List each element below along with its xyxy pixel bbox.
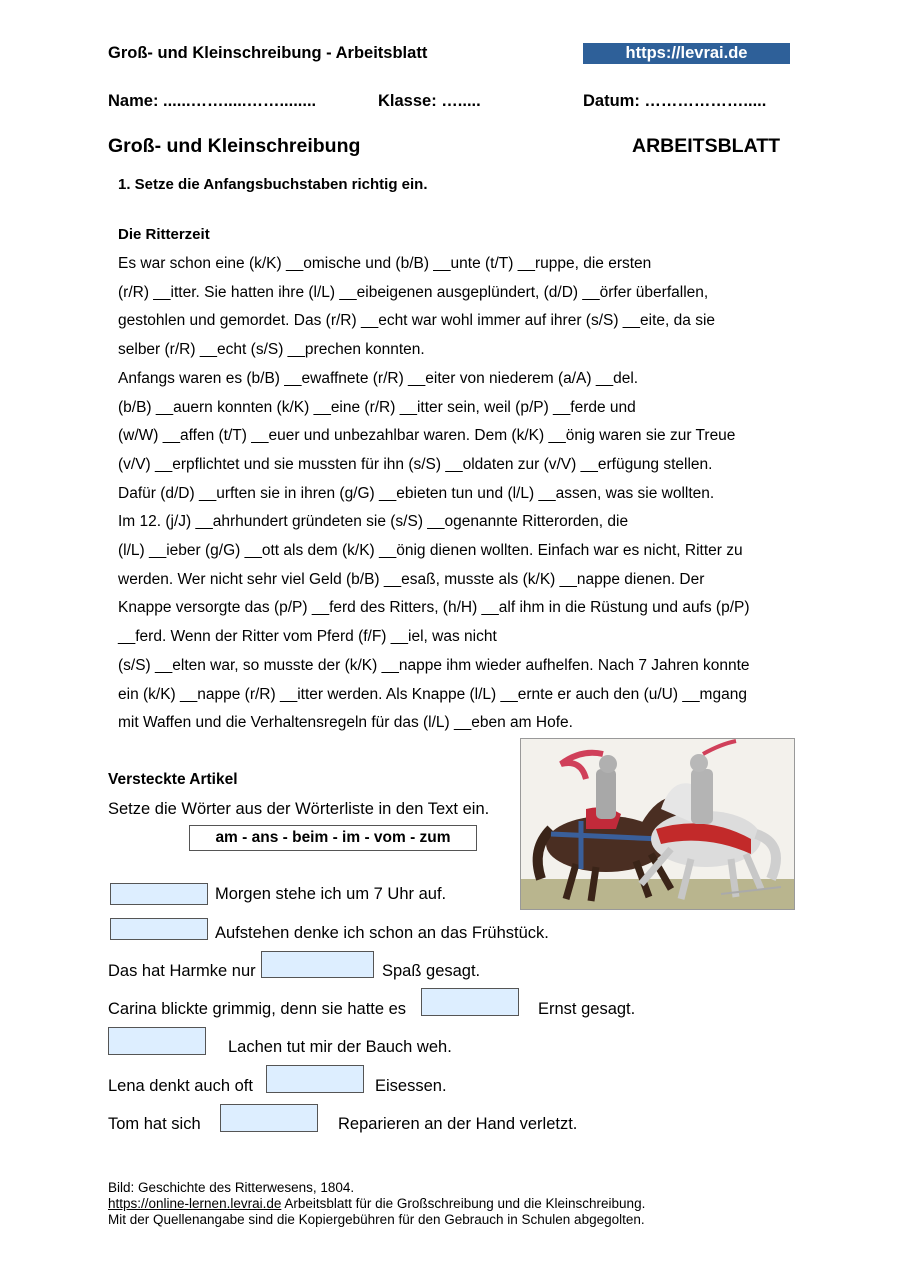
source-description: Arbeitsblatt für die Großschreibung und die Kleinschreibung. bbox=[284, 1196, 646, 1211]
sentence-4-before: Carina blickte grimmig, denn sie hatte es bbox=[108, 1000, 407, 1018]
answer-input-6[interactable] bbox=[266, 1065, 364, 1093]
date-field: Datum: ………………..... bbox=[583, 92, 767, 110]
name-field: Name: ......…….....……........ bbox=[108, 92, 317, 110]
worksheet-header-title: Groß- und Kleinschreibung - Arbeitsblatt bbox=[108, 44, 428, 62]
answer-input-5[interactable] bbox=[108, 1027, 206, 1055]
sentence-4-after: Ernst gesagt. bbox=[538, 1000, 636, 1018]
sentence-7-after: Reparieren an der Hand verletzt. bbox=[338, 1115, 578, 1133]
sentence-7-before: Tom hat sich bbox=[108, 1115, 201, 1133]
exercise1-instruction: 1. Setze die Anfangsbuchstaben richtig ein. bbox=[118, 176, 428, 193]
source-link[interactable]: https://online-lernen.levrai.de bbox=[108, 1196, 282, 1211]
text-line: Anfangs waren es (b/B) __ewaffnete (r/R) __eiter von niederem (a/A) __del. bbox=[118, 369, 639, 387]
knights-illustration bbox=[520, 738, 795, 910]
sentence-2-after: Aufstehen denke ich schon an das Frühstück. bbox=[215, 924, 549, 942]
exercise2-instruction: Setze die Wörter aus der Wörterliste in den Text ein. bbox=[108, 800, 490, 818]
exercise2-title: Versteckte Artikel bbox=[108, 771, 238, 788]
answer-input-1[interactable] bbox=[110, 883, 208, 905]
text-line: werden. Wer nicht sehr viel Geld (b/B) __esaß, musste als (k/K) __nappe dienen. Der bbox=[118, 570, 705, 588]
page-title: Groß- und Kleinschreibung bbox=[108, 135, 361, 157]
text-line: (w/W) __affen (t/T) __euer und unbezahlbar waren. Dem (k/K) __önig waren sie zur Treue bbox=[118, 427, 736, 445]
text-line: Es war schon eine (k/K) __omische und (b/B) __unte (t/T) __ruppe, die ersten bbox=[118, 255, 652, 272]
text-line: gestohlen und gemordet. Das (r/R) __echt war wohl immer auf ihrer (s/S) __eite, da sie bbox=[118, 312, 716, 330]
class-field: Klasse: …..... bbox=[378, 92, 481, 110]
text-line: ein (k/K) __nappe (r/R) __itter werden. Als Knappe (l/L) __ernte er auch den (u/U) __mgang bbox=[118, 685, 747, 703]
footer bbox=[108, 1180, 645, 1228]
answer-input-7[interactable] bbox=[220, 1104, 318, 1132]
answer-input-3[interactable] bbox=[261, 951, 374, 978]
sentence-1-after: Morgen stehe ich um 7 Uhr auf. bbox=[215, 885, 447, 903]
copyright-note: Mit der Quellenangabe sind die Kopiergebühren für den Gebrauch in Schulen abgegolten. bbox=[108, 1212, 645, 1227]
text-line: (s/S) __elten war, so musste der (k/K) __nappe ihm wieder aufhelfen. Nach 7 Jahren konnte bbox=[118, 656, 750, 674]
sentence-3-before: Das hat Harmke nur bbox=[108, 962, 256, 980]
text-line: selber (r/R) __echt (s/S) __prechen konnten. bbox=[118, 341, 425, 359]
text-line: (r/R) __itter. Sie hatten ihre (l/L) __eibeigenen ausgeplündert, (d/D) __örfer überfallen, bbox=[118, 283, 709, 301]
sentence-5-after: Lachen tut mir der Bauch weh. bbox=[228, 1038, 452, 1056]
image-credit: Bild: Geschichte des Ritterwesens, 1804. bbox=[108, 1180, 355, 1195]
word-list-box: am - ans - beim - im - vom - zum bbox=[189, 825, 477, 851]
text-line: __ferd. Wenn der Ritter vom Pferd (f/F) __iel, was nicht bbox=[118, 628, 497, 646]
sentence-6-after: Eisessen. bbox=[375, 1077, 447, 1095]
page-type-label: ARBEITSBLATT bbox=[632, 135, 781, 157]
sentence-6-before: Lena denkt auch oft bbox=[108, 1077, 253, 1095]
sentence-3-after: Spaß gesagt. bbox=[382, 962, 481, 980]
text-line: (l/L) __ieber (g/G) __ott als dem (k/K) __önig dienen wollten. Einfach war es nicht, Ritter zu bbox=[118, 542, 743, 560]
answer-input-2[interactable] bbox=[110, 918, 208, 940]
site-badge[interactable]: https://levrai.de bbox=[583, 43, 790, 64]
exercise1-title: Die Ritterzeit bbox=[118, 226, 210, 243]
text-line: (b/B) __auern konnten (k/K) __eine (r/R) __itter sein, weil (p/P) __ferde und bbox=[118, 398, 636, 416]
text-line: Im 12. (j/J) __ahrhundert gründeten sie (s/S) __ogenannte Ritterorden, die bbox=[118, 513, 629, 531]
text-line: Dafür (d/D) __urften sie in ihren (g/G) __ebieten tun und (l/L) __assen, was sie wollten. bbox=[118, 484, 715, 502]
text-line: Knappe versorgte das (p/P) __ferd des Ritters, (h/H) __alf ihm in die Rüstung und aufs (p/P) bbox=[118, 599, 750, 617]
exercise1-text bbox=[118, 250, 808, 738]
answer-input-4[interactable] bbox=[421, 988, 519, 1016]
text-line: mit Waffen und die Verhaltensregeln für das (l/L) __eben am Hofe. bbox=[118, 714, 573, 732]
text-line: (v/V) __erpflichtet und sie mussten für ihn (s/S) __oldaten zur (v/V) __erfügung stellen. bbox=[118, 455, 713, 473]
